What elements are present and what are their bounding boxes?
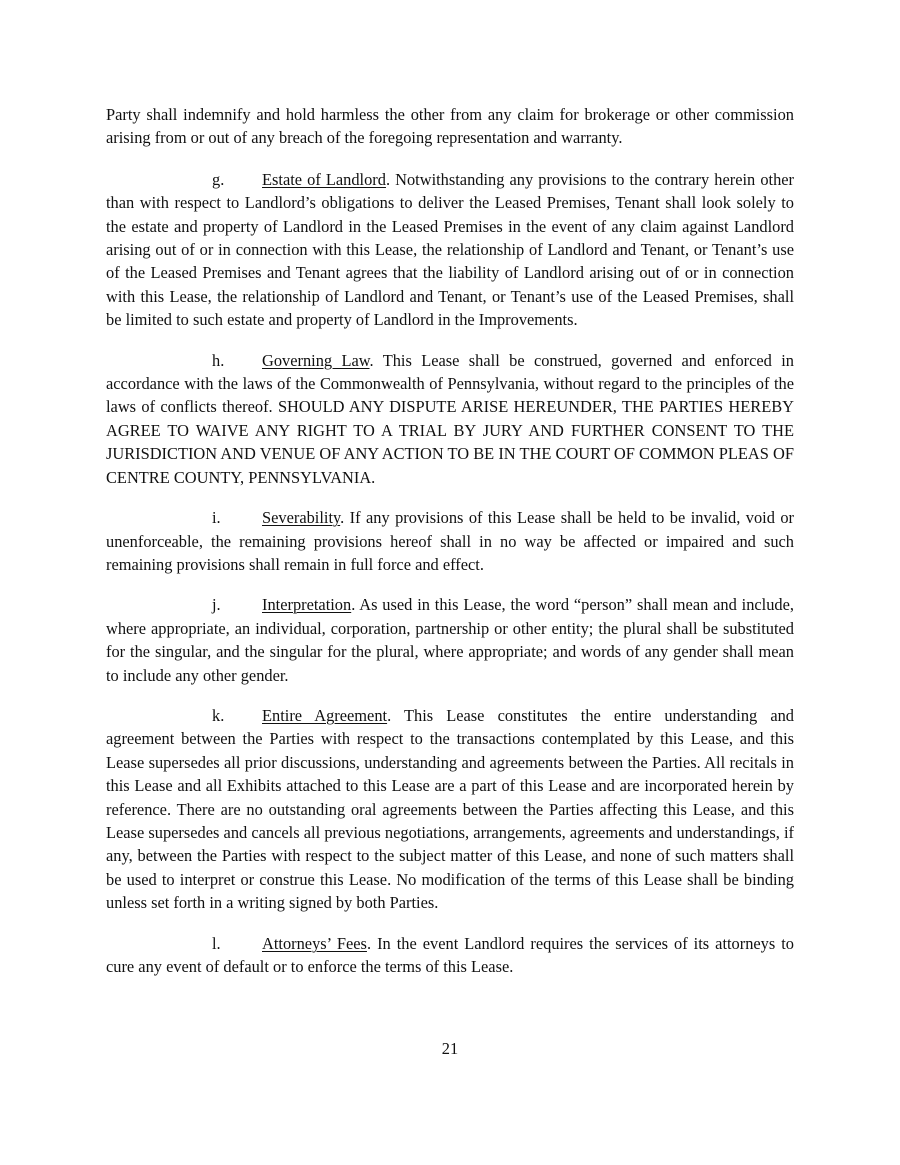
section-marker: h. xyxy=(212,350,225,370)
section-heading: Entire Agreement xyxy=(262,705,388,725)
section-marker: j. xyxy=(212,595,221,615)
section-marker: k. xyxy=(212,705,225,725)
section-body: . This Lease shall be construed, governed and enforced in accordance with the laws of the Commonwealth of Pennsylvania, without regard to the principles of the laws of conflicts thereof. SHOULD ANY DISPUTE ARISE HEREUNDER, THE PARTIES HEREBY AGREE TO WAIVE ANY RIGHT TO A TRIAL BY JURY AND FURTHER CONSENT TO THE JURISDICTION AND VENUE OF ANY ACTION TO BE IN THE COURT OF COMMON PLEAS OF CENTRE COUNTY, PENNSYLVANIA. xyxy=(106,350,794,487)
section-heading: Estate of Landlord xyxy=(262,169,386,189)
section-heading: Governing Law xyxy=(262,350,370,370)
section-i-severability xyxy=(106,506,794,576)
section-marker: l. xyxy=(212,933,221,953)
section-body: . In the event Landlord requires the services of its attorneys to cure any event of default or to enforce the terms of this Lease. xyxy=(106,933,795,976)
section-heading: Attorneys’ Fees xyxy=(262,933,367,953)
page-body xyxy=(106,103,794,995)
section-body: . As used in this Lease, the word “person” shall mean and include, where appropriate, an individual, corporation, partnership or other entity; the plural shall be substituted for the singular, and the singular for the plural, where appropriate; and words of any gender shall mean to include any other gender. xyxy=(106,595,794,685)
section-l-attorneys-fees xyxy=(106,932,794,979)
section-marker: i. xyxy=(212,508,221,528)
section-body: . If any provisions of this Lease shall be held to be invalid, void or unenforceable, the remaining provisions hereof shall in no way be affected or impaired and such remaining provisions shall remain in full force and effect. xyxy=(106,508,794,574)
section-body: . This Lease constitutes the entire understanding and agreement between the Parties with respect to the transactions contemplated by this Lease, and this Lease supersedes all prior discussions, understanding and agreements between the Parties. All recitals in this Lease and all Exhibits attached to this Lease are a part of this Lease and are incorporated herein by reference. There are no outstanding oral agreements between the Parties affecting this Lease, and this Lease supersedes and cancels all previous negotiations, arrangements, agreements and understandings, if any, between the Parties with respect to the subject matter of this Lease, and none of such matters shall be used to interpret or construe this Lease. No modification of the terms of this Lease shall be binding unless set forth in a writing signed by both Parties. xyxy=(106,705,794,913)
page-number: 21 xyxy=(441,1039,459,1058)
section-h-governing-law xyxy=(106,349,794,489)
section-marker: g. xyxy=(212,169,225,189)
section-heading: Severability xyxy=(262,508,341,528)
section-j-interpretation xyxy=(106,593,794,687)
section-heading: Interpretation xyxy=(262,595,352,615)
section-k-entire-agreement xyxy=(106,704,794,915)
section-body: . Notwithstanding any provisions to the contrary herein other than with respect to Landlord’s obligations to deliver the Leased Premises, Tenant shall look solely to the estate and property of Landlord in the Leased Premises in the event of any claim against Landlord arising out of or in connection with this Lease, the relationship of Landlord and Tenant, or Tenant’s use of the Leased Premises and Tenant agrees that the liability of Landlord arising out of or in connection with this Lease, the relationship of Landlord and Tenant, or Tenant’s use of the Leased Premises, shall be limited to such estate and property of Landlord in the Improvements. xyxy=(106,169,795,330)
section-g-estate-of-landlord xyxy=(106,168,794,332)
intro-continuation-paragraph: Party shall indemnify and hold harmless the other from any claim for brokerage or other commission arising from or out of any breach of the foregoing representation and warranty. xyxy=(106,105,794,148)
